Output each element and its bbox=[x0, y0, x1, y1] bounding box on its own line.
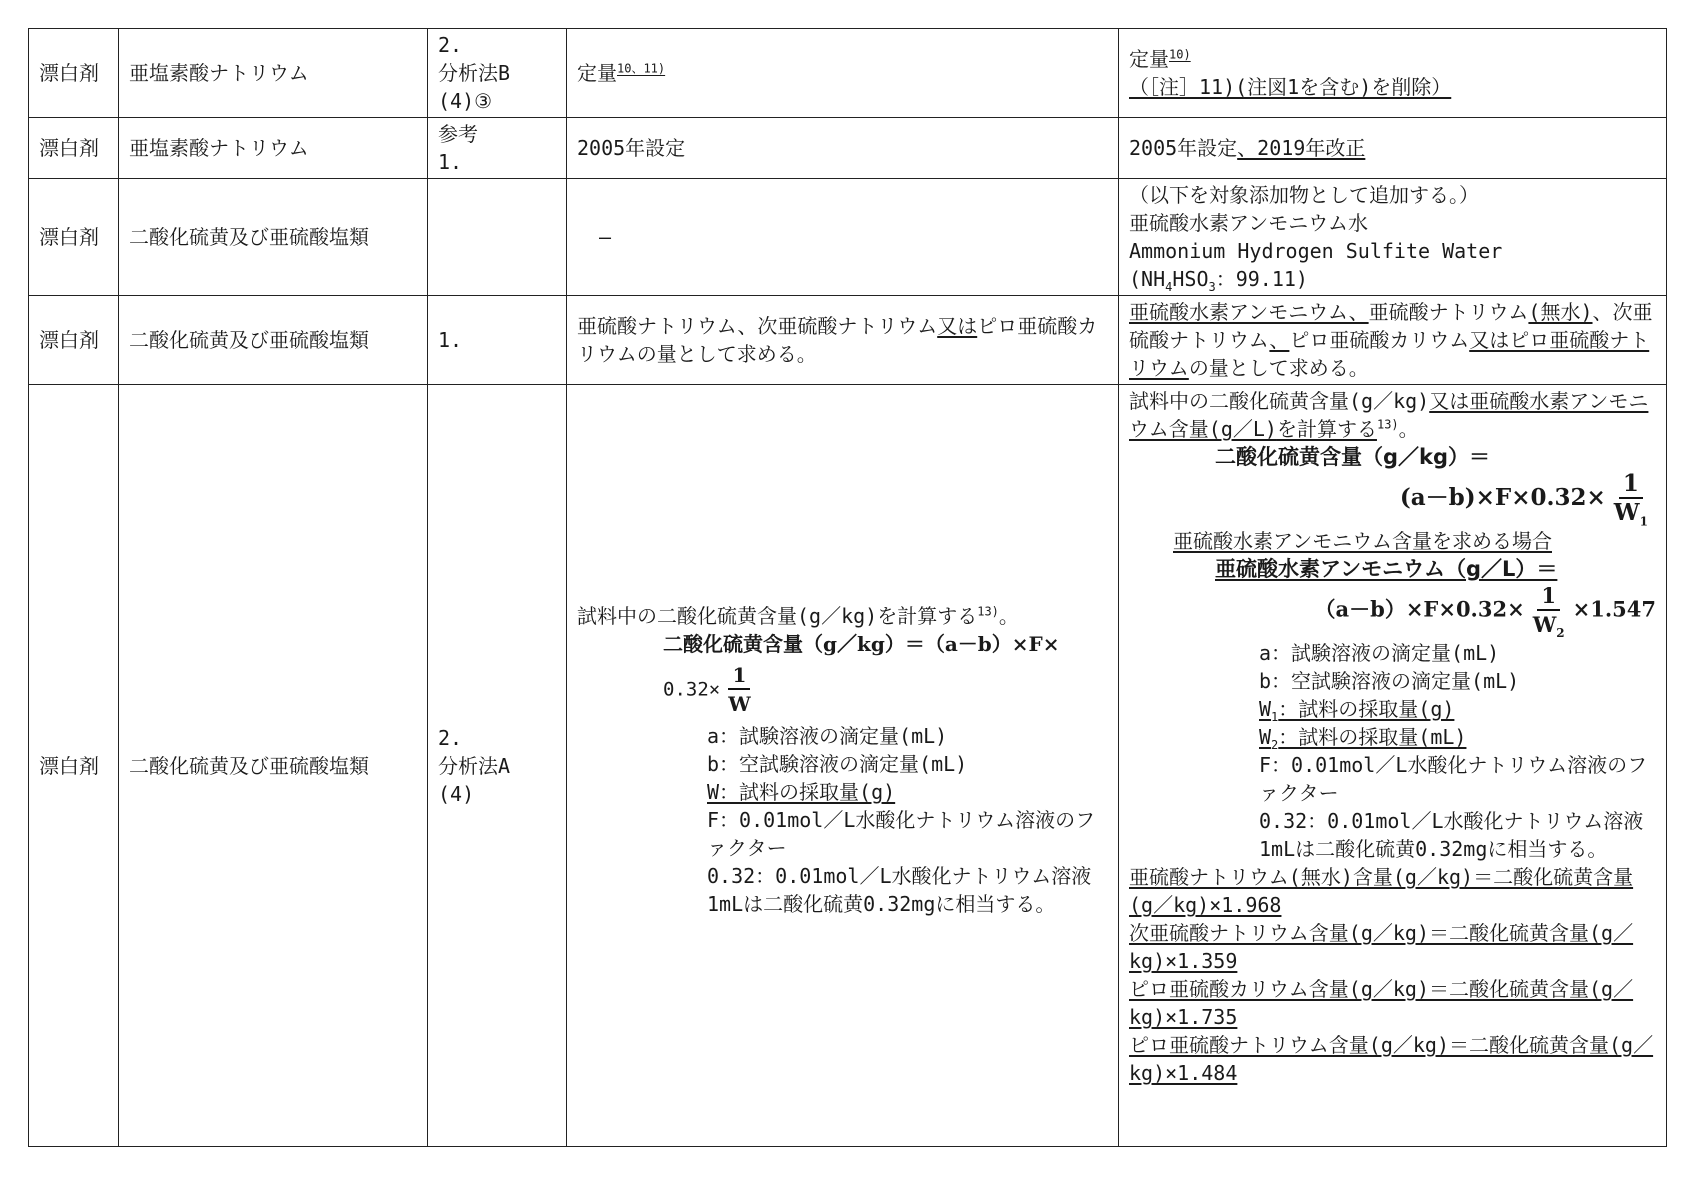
revised-line: Ammonium Hydrogen Sulfite Water bbox=[1129, 239, 1503, 263]
section-line: 2. bbox=[438, 725, 463, 750]
category-cell: 漂白剤 bbox=[29, 179, 119, 296]
category-cell: 漂白剤 bbox=[29, 296, 119, 385]
table-row bbox=[29, 385, 1667, 1147]
revised-text-cell bbox=[1119, 118, 1667, 179]
revised-note: （［注］11)(注図1を含む)を削除） bbox=[1129, 75, 1452, 99]
none-dash: ― bbox=[599, 225, 612, 249]
revised-line: 亜硫酸水素アンモニウム水 bbox=[1129, 211, 1368, 235]
table-row bbox=[29, 118, 1667, 179]
substance-cell: 亜塩素酸ナトリウム bbox=[119, 118, 428, 179]
revised-heading: 定量 bbox=[1129, 47, 1169, 71]
substance-cell: 二酸化硫黄及び亜硫酸塩類 bbox=[119, 385, 428, 1147]
footnote-ref: 10、11) bbox=[617, 61, 666, 76]
conversion-formula: 亜硫酸ナトリウム(無水)含量(g／kg)＝二酸化硫黄含量(g／kg)×1.968 bbox=[1129, 865, 1634, 917]
table-row bbox=[29, 296, 1667, 385]
current-intro: 試料中の二酸化硫黄含量(g／kg)を計算する$^{13)}$。 bbox=[577, 604, 1019, 628]
current-text-cell: 亜硫酸ナトリウム、次亜硫酸ナトリウム又はピロ亜硫酸カリウムの量として求める。 bbox=[567, 296, 1119, 385]
section-line: 分析法A bbox=[438, 753, 511, 778]
conversion-formula: 次亜硫酸ナトリウム含量(g／kg)＝二酸化硫黄含量(g／kg)×1.359 bbox=[1129, 921, 1634, 973]
revised-insertion: 、2019年改正 bbox=[1237, 136, 1366, 160]
section-cell bbox=[428, 118, 567, 179]
current-text-cell bbox=[567, 179, 1119, 296]
category-cell: 漂白剤 bbox=[29, 118, 119, 179]
current-text-cell bbox=[567, 385, 1119, 1147]
section-line: (4) bbox=[438, 781, 475, 806]
current-equation: 二酸化硫黄含量（g／kg）＝（a－b）×F× 0.32× $\frac{1}{W}$ bbox=[663, 632, 1060, 716]
substance-cell: 二酸化硫黄及び亜硫酸塩類 bbox=[119, 179, 428, 296]
section-cell: 1. bbox=[428, 296, 567, 385]
chemical-formula: ($NH_4HSO_3$：99.11) bbox=[1129, 267, 1308, 294]
table-row bbox=[29, 179, 1667, 296]
revision-table bbox=[28, 28, 1667, 1147]
section-line: (4)③ bbox=[438, 89, 493, 113]
section-cell bbox=[428, 385, 567, 1147]
revised-text: 2005年設定 bbox=[1129, 136, 1238, 160]
section-cell bbox=[428, 179, 567, 296]
current-text-cell bbox=[567, 29, 1119, 118]
revised-text-cell bbox=[1119, 179, 1667, 296]
category-cell: 漂白剤 bbox=[29, 29, 119, 118]
section-line: 参考 bbox=[438, 122, 478, 146]
category-cell: 漂白剤 bbox=[29, 385, 119, 1147]
substance-cell: 亜塩素酸ナトリウム bbox=[119, 29, 428, 118]
revised-line: （以下を対象添加物として追加する。） bbox=[1129, 183, 1479, 207]
section-cell bbox=[428, 29, 567, 118]
substance-cell: 二酸化硫黄及び亜硫酸塩類 bbox=[119, 296, 428, 385]
variable-definitions: a：試験溶液の滴定量(mL) b：空試験溶液の滴定量(mL) $W_1$：試料の採取量(g) $W_2$：試料の採取量(mL) F：0.01mol／L水酸化ナトリウム溶液のファクター 0.32：0.01mol／L水酸化ナトリウム溶液1mLは二酸化硫黄0.32mgに相当する。 bbox=[1259, 641, 1648, 861]
conversion-formula: ピロ亜硫酸カリウム含量(g／kg)＝二酸化硫黄含量(g／kg)×1.735 bbox=[1129, 977, 1634, 1029]
section-line: 2. bbox=[438, 33, 463, 57]
case-heading: 亜硫酸水素アンモニウム含量を求める場合 bbox=[1173, 529, 1552, 553]
revised-text-cell bbox=[1119, 29, 1667, 118]
revised-intro: 試料中の二酸化硫黄含量(g／kg)又は亜硫酸水素アンモニウム含量(g／L)を計算する$^{13)}$。 bbox=[1129, 389, 1649, 441]
variable-definitions: a：試験溶液の滴定量(mL) b：空試験溶液の滴定量(mL) W：試料の採取量(g) F：0.01mol／L水酸化ナトリウム溶液のファクター 0.32：0.01mol／L水酸化ナトリウム溶液1mLは二酸化硫黄0.32mgに相当する。 bbox=[707, 724, 1096, 916]
revised-equation-1: 二酸化硫黄含量（g／kg）＝ (a－b)×F×0.32× $\frac{1}{W_1}$ bbox=[1215, 445, 1648, 529]
revised-text-cell bbox=[1119, 385, 1667, 1147]
section-line: 分析法B bbox=[438, 61, 511, 85]
table-row bbox=[29, 29, 1667, 118]
section-line: 1. bbox=[438, 150, 463, 174]
current-text-cell: 2005年設定 bbox=[567, 118, 1119, 179]
revised-text-cell: 亜硫酸水素アンモニウム、亜硫酸ナトリウム(無水)、次亜硫酸ナトリウム、ピロ亜硫酸カリウム又はピロ亜硫酸ナトリウムの量として求める。 bbox=[1119, 296, 1667, 385]
current-heading: 定量 bbox=[577, 61, 617, 85]
footnote-ref: 10) bbox=[1169, 47, 1191, 62]
revised-equation-2: 亜硫酸水素アンモニウム（g／L）＝ （a－b）×F×0.32× $\frac{1}{W_2}$ ×1.547 bbox=[1215, 557, 1656, 641]
conversion-formula: ピロ亜硫酸ナトリウム含量(g／kg)＝二酸化硫黄含量(g／kg)×1.484 bbox=[1129, 1033, 1654, 1085]
